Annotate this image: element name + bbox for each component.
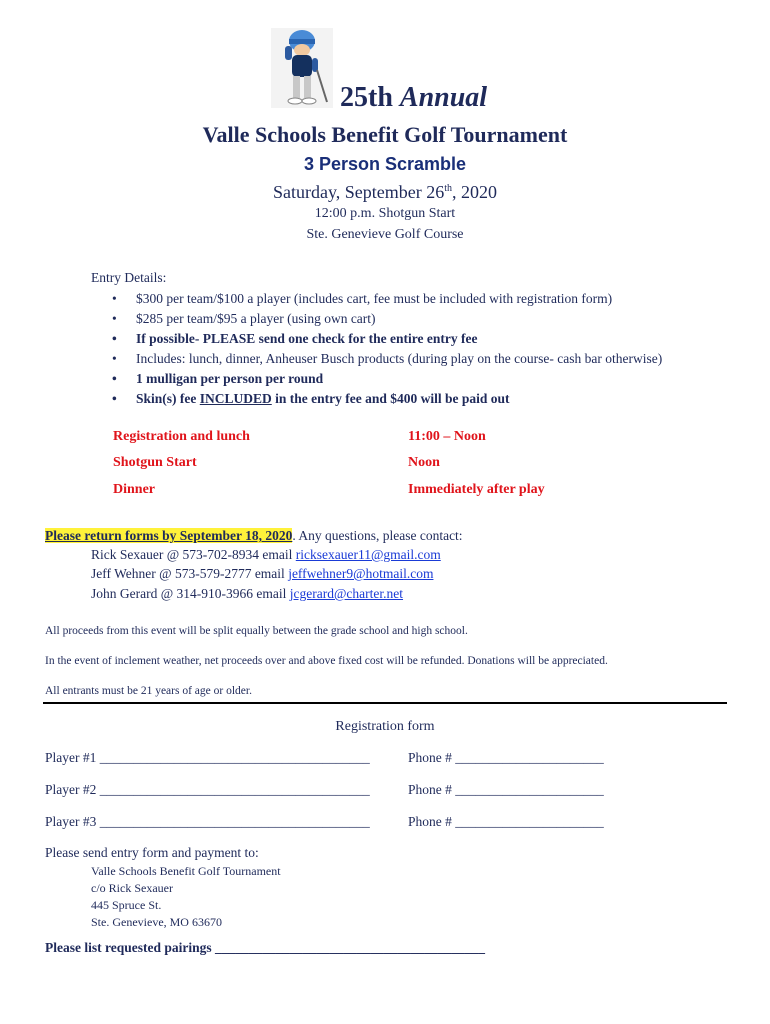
entry-details-list: [112, 289, 662, 409]
schedule-event: Dinner: [113, 482, 155, 497]
contact-line: Jeff Wehner @ 573-579-2777 email jeffwehner9@hotmail.com: [91, 566, 434, 581]
schedule-time: Noon: [408, 455, 440, 470]
course-name: Ste. Genevieve Golf Course: [306, 227, 464, 242]
contact-email-link[interactable]: jeffwehner9@hotmail.com: [288, 566, 434, 581]
event-date: Saturday, September 26th, 2020: [272, 182, 498, 202]
page-title: [340, 82, 487, 114]
player-field[interactable]: Player #3 ________________________________________: [45, 814, 370, 829]
note-text: In the event of inclement weather, net proceeds over and above fixed cost will be refunded. Donations will be appreciated.: [45, 655, 608, 667]
start-time: 12:00 p.m. Shotgun Start: [314, 206, 456, 221]
phone-field[interactable]: Phone # ______________________: [408, 814, 604, 829]
player-field[interactable]: Player #2 ________________________________________: [45, 782, 370, 797]
entry-item-skins: • Skin(s) fee INCLUDED in the entry fee and $400 will be paid out: [112, 389, 662, 409]
divider: [43, 702, 727, 704]
title-number: 25th: [340, 82, 393, 113]
entry-item: • $300 per team/$100 a player (includes cart, fee must be included with registration form): [112, 289, 662, 309]
address-line: Ste. Genevieve, MO 63670: [91, 915, 222, 929]
contact-email-link[interactable]: ricksexauer11@gmail.com: [295, 547, 441, 562]
player-field[interactable]: Player #1 ________________________________________: [45, 750, 370, 765]
contact-line: John Gerard @ 314-910-3966 email jcgerard@charter.net: [91, 586, 404, 601]
note-text: All entrants must be 21 years of age or older.: [45, 685, 252, 697]
pairings-field[interactable]: Please list requested pairings ________________________________________: [45, 940, 485, 955]
golfer-illustration: [271, 28, 333, 108]
schedule-time: 11:00 – Noon: [408, 429, 486, 444]
tournament-name: Valle Schools Benefit Golf Tournament: [202, 122, 568, 147]
schedule-event: Shotgun Start: [113, 455, 197, 470]
contact-line: Rick Sexauer @ 573-702-8934 email ricksexauer11@gmail.com: [91, 547, 441, 562]
format-label: 3 Person Scramble: [303, 154, 467, 174]
send-instructions: Please send entry form and payment to:: [45, 845, 259, 860]
schedule-time: Immediately after play: [408, 482, 545, 497]
entry-item: • $285 per team/$95 a player (using own cart): [112, 309, 662, 329]
address-line: 445 Spruce St.: [91, 898, 162, 912]
entry-item: • 1 mulligan per person per round: [112, 369, 662, 389]
entry-details-heading: Entry Details:: [91, 270, 167, 285]
title-annual: Annual: [399, 82, 488, 113]
return-deadline: Please return forms by September 18, 2020. Any questions, please contact:: [45, 528, 463, 543]
address-line: c/o Rick Sexauer: [91, 881, 173, 895]
address-line: Valle Schools Benefit Golf Tournament: [91, 864, 281, 878]
phone-field[interactable]: Phone # ______________________: [408, 782, 604, 797]
schedule-event: Registration and lunch: [113, 429, 250, 444]
phone-field[interactable]: Phone # ______________________: [408, 750, 604, 765]
contact-email-link[interactable]: jcgerard@charter.net: [289, 586, 404, 601]
entry-item: • Includes: lunch, dinner, Anheuser Busch products (during play on the course- cash bar otherwise): [112, 349, 662, 369]
note-text: All proceeds from this event will be split equally between the grade school and high school.: [45, 625, 468, 637]
entry-item: • If possible- PLEASE send one check for the entire entry fee: [112, 329, 662, 349]
registration-form-title: Registration form: [335, 719, 435, 734]
